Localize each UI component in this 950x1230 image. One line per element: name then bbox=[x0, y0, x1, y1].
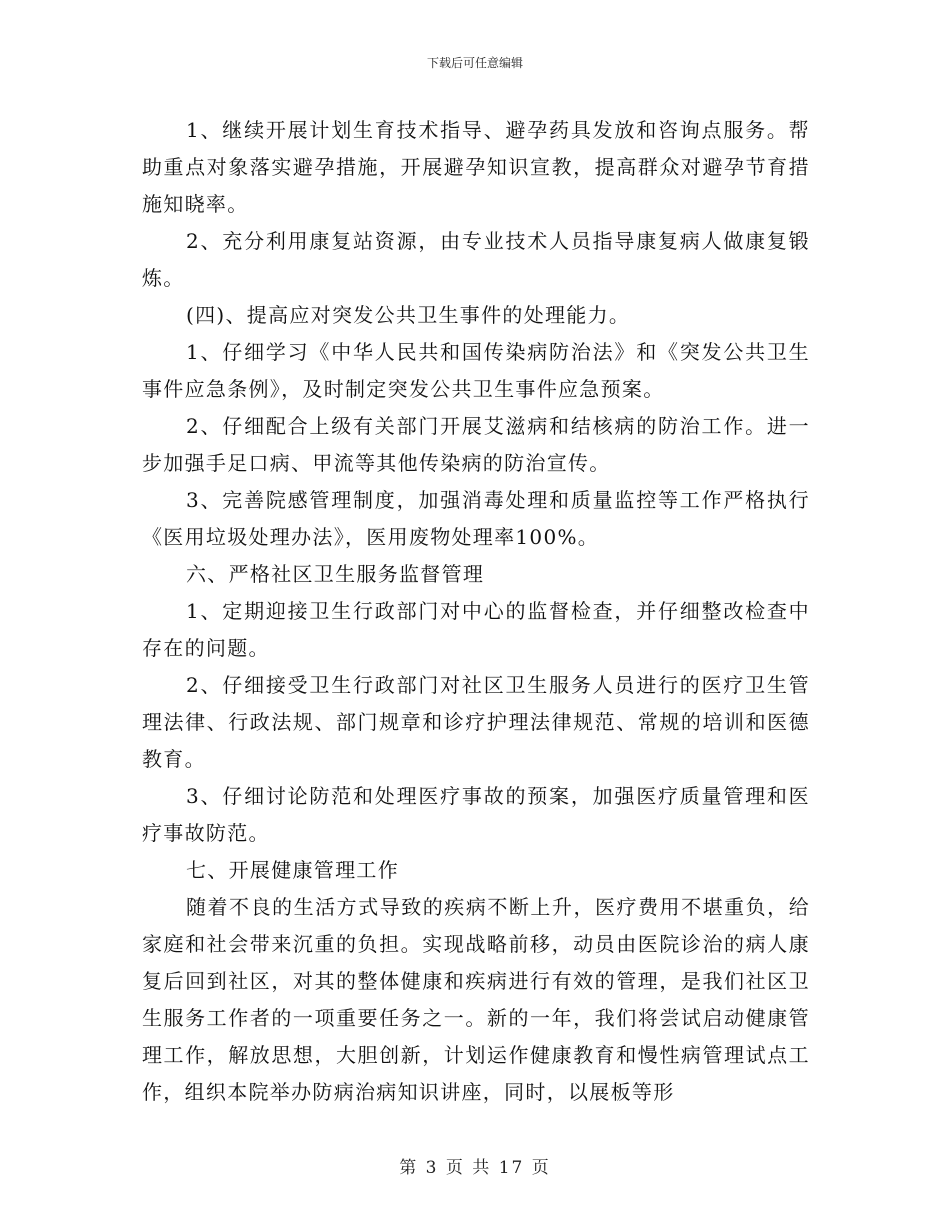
paragraph: 3、仔细讨论防范和处理医疗事故的预案，加强医疗质量管理和医疗事故防范。 bbox=[142, 784, 810, 845]
paragraph: 2、仔细配合上级有关部门开展艾滋病和结核病的防治工作。进一步加强手足口病、甲流等其他传染病的防治宣传。 bbox=[142, 414, 810, 475]
paragraph: 3、完善院感管理制度，加强消毒处理和质量监控等工作严格执行《医用垃圾处理办法》，医用废物处理率100%。 bbox=[142, 488, 810, 549]
section-heading: 六、严格社区卫生服务监督管理 bbox=[186, 562, 485, 586]
section-heading: 七、开展健康管理工作 bbox=[186, 858, 399, 882]
page-header: 下载后可任意编辑 bbox=[426, 56, 523, 70]
paragraph: 1、仔细学习《中华人民共和国传染病防治法》和《突发公共卫生事件应急条例》，及时制定突发公共卫生事件应急预案。 bbox=[142, 340, 810, 401]
paragraph: 1、继续开展计划生育技术指导、避孕药具发放和咨询点服务。帮助重点对象落实避孕措施，开展避孕知识宣教，提高群众对避孕节育措施知晓率。 bbox=[142, 118, 810, 216]
paragraph: 1、定期迎接卫生行政部门对中心的监督检查，并仔细整改检查中存在的问题。 bbox=[142, 599, 810, 660]
section-heading: (四)、提高应对突发公共卫生事件的处理能力。 bbox=[186, 303, 631, 327]
paragraph: 2、充分利用康复站资源，由专业技术人员指导康复病人做康复锻炼。 bbox=[142, 229, 810, 290]
page-footer: 第 3 页 共 17 页 bbox=[399, 1158, 551, 1178]
paragraph: 2、仔细接受卫生行政部门对社区卫生服务人员进行的医疗卫生管理法律、行政法规、部门规章和诊疗护理法律规范、常规的培训和医德教育。 bbox=[142, 673, 810, 771]
document-body bbox=[142, 112, 810, 1111]
paragraph: 随着不良的生活方式导致的疾病不断上升，医疗费用不堪重负，给家庭和社会带来沉重的负担。实现战略前移，动员由医院诊治的病人康复后回到社区，对其的整体健康和疾病进行有效的管理，是我们社区卫生服务工作者的一项重要任务之一。新的一年，我们将尝试启动健康管理工作，解放思想，大胆创新，计划运作健康教育和慢性病管理试点工作，组织本院举办防病治病知识讲座，同时，以展板等形 bbox=[142, 895, 810, 1104]
